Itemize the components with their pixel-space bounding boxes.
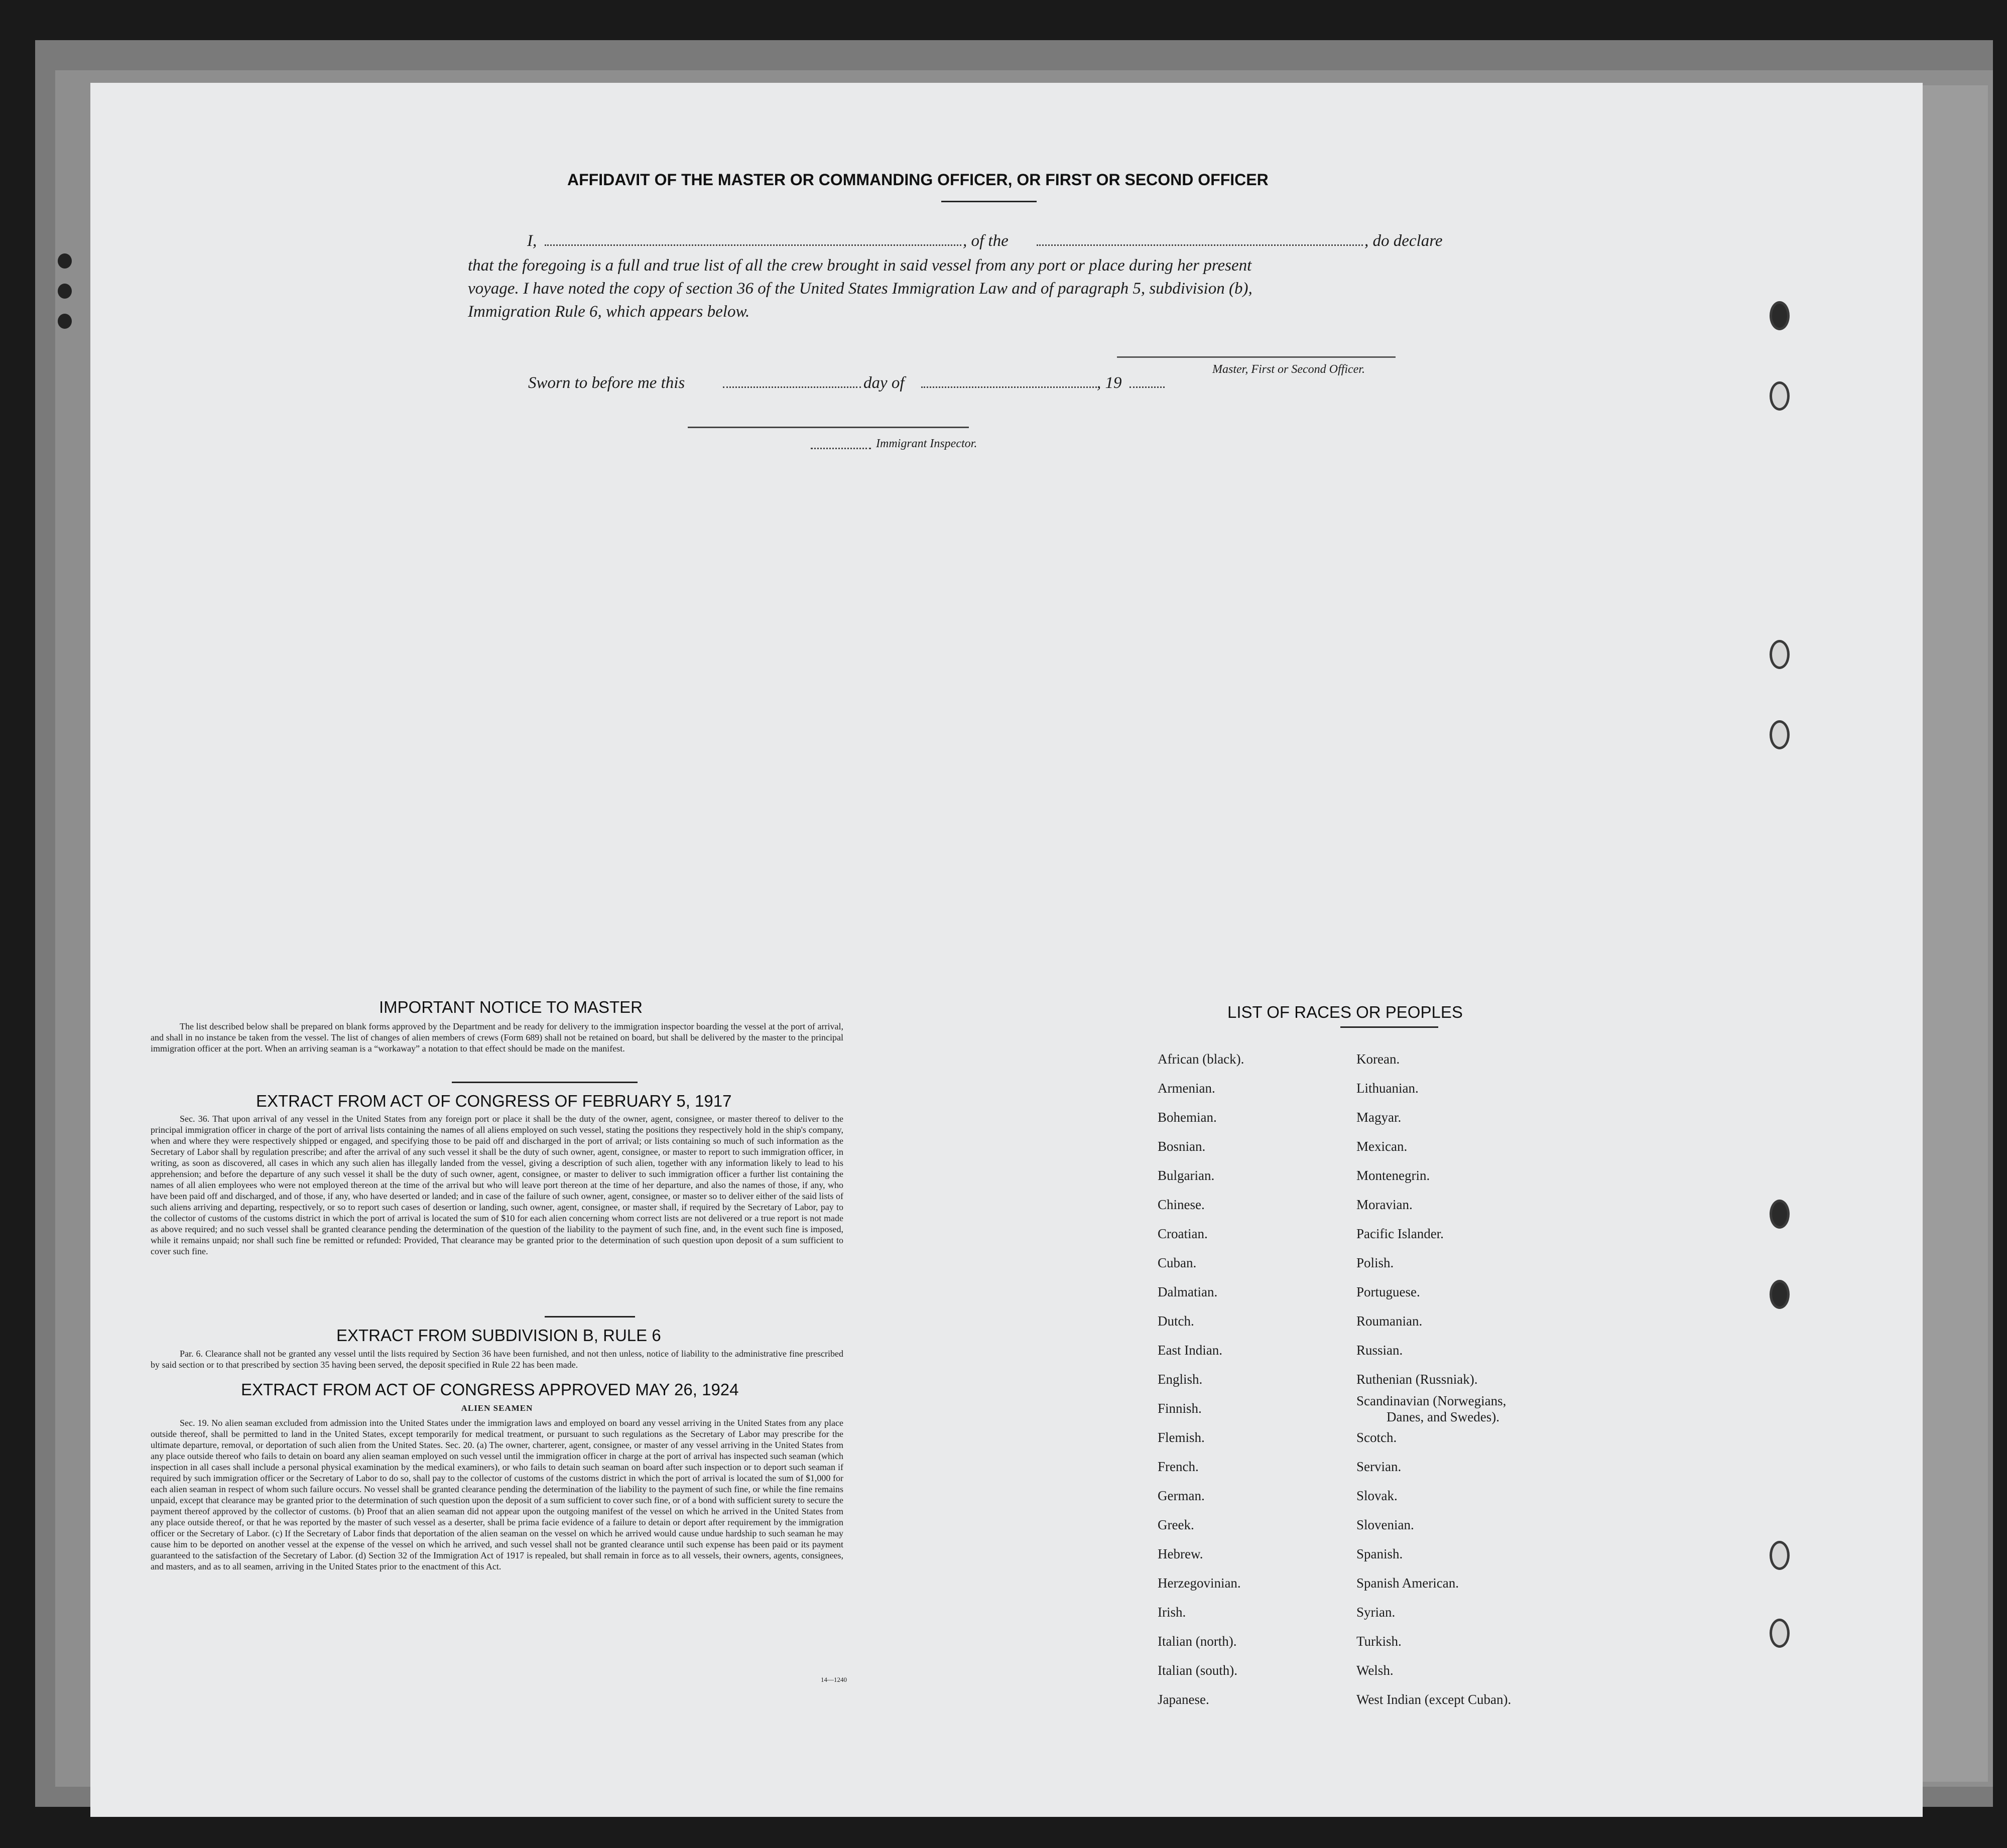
race-item: Dalmatian. bbox=[1158, 1284, 1218, 1299]
affidavit-line: Immigration Rule 6, which appears below. bbox=[468, 303, 750, 321]
sworn-month-field[interactable] bbox=[921, 386, 1097, 388]
race-item: Magyar. bbox=[1356, 1110, 1402, 1125]
race-item: Bohemian. bbox=[1158, 1110, 1217, 1125]
extract-rule6-text: Par. 6. Clearance shall not be granted any vessel until the lists required by Section 36 have been furnished, and not then unless, notice of liability to the administrative fine prescribed by said section or to that prescribed by section 35 having been served, the deposit specified in Rule 22 has been made. bbox=[151, 1349, 843, 1370]
punch-hole bbox=[1770, 640, 1790, 669]
extract-rule6-title: EXTRACT FROM SUBDIVISION B, RULE 6 bbox=[336, 1326, 661, 1345]
section-rule bbox=[545, 1316, 635, 1317]
punch-hole bbox=[1770, 1200, 1790, 1229]
race-item: Hebrew. bbox=[1158, 1546, 1203, 1561]
race-item: Pacific Islander. bbox=[1356, 1226, 1444, 1241]
race-item: Slovak. bbox=[1356, 1488, 1398, 1503]
race-item: Lithuanian. bbox=[1356, 1081, 1419, 1096]
race-item: African (black). bbox=[1158, 1051, 1244, 1067]
extract-1924-title: EXTRACT FROM ACT OF CONGRESS APPROVED MAY 26, 1924 bbox=[241, 1380, 739, 1399]
binder-hole bbox=[58, 314, 72, 329]
race-item: Montenegrin. bbox=[1356, 1168, 1430, 1183]
race-item: Bosnian. bbox=[1158, 1139, 1206, 1154]
notice-title: IMPORTANT NOTICE TO MASTER bbox=[379, 998, 643, 1016]
sworn-day-field[interactable] bbox=[723, 386, 861, 388]
document-page bbox=[90, 83, 1923, 1817]
race-item: Turkish. bbox=[1356, 1634, 1402, 1649]
extract-1924-text: Sec. 19. No alien seaman excluded from admission into the United States under the immigration laws and employed on board any vessel arriving in the United States from any place outside thereof, shall be permitted to land in the United States, except temporarily for medical treatment, or pursuant to such regulations as the Secretary of Labor may prescribe for the ultimate departure, removal, or deportation of such alien from the United States. Sec. 20. (a) The owner, charterer, agent, consignee, or master of any vessel arriving in the United States from any place outside thereof who fails to detain on board any alien seaman employed on such vessel until the immigration officer in charge at the port of arrival has inspected such seaman (which inspection in all cases shall include a personal physical examination by the medical examiners), or who fails to detain such seaman on board after such inspection or to deport such seaman if required by such immigration officer or the Secretary of Labor to do so, shall pay to the collector of customs of the customs district in which the port of arrival is located the sum of $1,000 for each alien seaman in respect of whom such failure occurs. No vessel shall be granted clearance pending the determination of the liability to the payment of such fine, or while the fine remains unpaid, except that clearance may be granted prior to the determination of such question upon the deposit of a sum sufficient to cover such fine, or of a bond with sufficient surety to secure the payment thereof approved by the collector of customs. (b) Proof that an alien seaman did not appear upon the outgoing manifest of the vessel on which he arrived in the United States from any place outside thereof, or that he was reported by the master of such vessel as a deserter, shall be prima facie evidence of a failure to detain or deport after requirement by the immigration officer or the Secretary of Labor. (c) If the Secretary of Labor finds that deportation of the alien seaman on the vessel on which he arrived would cause undue hardship to such seaman he may cause him to be deported on another vessel at the expense of the vessel on which he arrived, and such vessel shall not be granted clearance until such expense has been paid or its payment guaranteed to the satisfaction of the Secretary of Labor. (d) Section 32 of the Immigration Act of 1917 is repealed, but shall remain in force as to all vessels, their owners, agents, consignees, and masters, and as to all seamen, arriving in the United States prior to the enactment of this Act. bbox=[151, 1418, 843, 1571]
race-item: Italian (south). bbox=[1158, 1663, 1237, 1678]
race-item: Korean. bbox=[1356, 1051, 1400, 1067]
declarant-name-field[interactable] bbox=[545, 244, 961, 246]
extract-1917-title: EXTRACT FROM ACT OF CONGRESS OF FEBRUARY 5, 1917 bbox=[256, 1092, 732, 1110]
inspector-dots bbox=[811, 448, 871, 449]
race-item: Finnish. bbox=[1158, 1401, 1202, 1416]
inspector-signature-label: Immigrant Inspector. bbox=[876, 437, 977, 450]
affidavit-line: voyage. I have noted the copy of section 36 of the United States Immigration Law and of paragraph 5, subdivision (b), bbox=[468, 280, 1252, 298]
race-item: Italian (north). bbox=[1158, 1634, 1237, 1649]
race-item: German. bbox=[1158, 1488, 1205, 1503]
of-the-label: , of the bbox=[963, 232, 1009, 250]
affidavit-line: that the foregoing is a full and true list of all the crew brought in said vessel from any port or place during her present bbox=[468, 256, 1252, 275]
race-item: Polish. bbox=[1356, 1255, 1394, 1270]
race-item: Slovenian. bbox=[1356, 1517, 1414, 1532]
race-item: Greek. bbox=[1158, 1517, 1194, 1532]
race-item: Flemish. bbox=[1158, 1430, 1205, 1445]
race-item: Irish. bbox=[1158, 1605, 1186, 1620]
extract-1924-subtitle: ALIEN SEAMEN bbox=[461, 1403, 533, 1413]
punch-hole bbox=[1770, 720, 1790, 749]
race-item: French. bbox=[1158, 1459, 1199, 1474]
race-item: Herzegovinian. bbox=[1158, 1575, 1241, 1591]
race-item: Dutch. bbox=[1158, 1313, 1194, 1329]
binder-hole bbox=[58, 284, 72, 299]
race-item: Mexican. bbox=[1356, 1139, 1408, 1154]
race-item: Cuban. bbox=[1158, 1255, 1197, 1270]
extract-1917-body bbox=[151, 1113, 843, 1257]
officer-signature-line[interactable] bbox=[1117, 356, 1396, 358]
do-declare-label: , do declare bbox=[1364, 232, 1443, 250]
vessel-name-field[interactable] bbox=[1037, 244, 1363, 246]
section-rule bbox=[452, 1082, 638, 1083]
races-rule bbox=[1340, 1026, 1438, 1028]
punch-hole bbox=[1770, 381, 1790, 411]
race-item: Spanish. bbox=[1356, 1546, 1403, 1561]
race-item: Syrian. bbox=[1356, 1605, 1396, 1620]
race-item: Scandinavian (Norwegians, bbox=[1356, 1393, 1507, 1408]
binder-hole bbox=[58, 253, 72, 269]
race-item: Bulgarian. bbox=[1158, 1168, 1215, 1183]
race-item: English. bbox=[1158, 1372, 1203, 1387]
race-item: Japanese. bbox=[1158, 1692, 1209, 1707]
extract-1924-body bbox=[151, 1417, 843, 1572]
day-of-label: day of bbox=[863, 374, 905, 392]
race-item: Moravian. bbox=[1356, 1197, 1413, 1212]
sworn-label: Sworn to before me this bbox=[528, 374, 685, 392]
year-label: , 19 bbox=[1097, 374, 1122, 392]
sworn-year-field[interactable] bbox=[1130, 386, 1165, 388]
race-item: Armenian. bbox=[1158, 1081, 1215, 1096]
extract-1917-text: Sec. 36. That upon arrival of any vessel in the United States from any foreign port or place it shall be the duty of the owner, agent, consignee, or master thereof to deliver to the principal immigration officer in charge of the port of arrival lists containing the names of all aliens employed on such vessel, stating the positions they respectively hold in the ship's company, when and where they were respectively shipped or engaged, and specifying those to be paid off and discharged in the port of arrival; or lists containing so much of such information as the Secretary of Labor shall by regulation prescribe; and after the arrival of any such vessel it shall be the duty of such owner, agent, consignee, or master to report to such immigration officer, in writing, as soon as discovered, all cases in which any such alien has illegally landed from the vessel, giving a description of such alien, together with any information likely to lead to his apprehension; and before the departure of any such vessel it shall be the duty of such owner, agent, consignee, or master to deliver to such immigration officer a further list containing the names of all alien employees who were not employed thereon at the time of the arrival but who will leave port thereon at the time of her departure, and also the names of those, if any, who have been paid off and discharged, and of those, if any, who have deserted or landed; and in case of the failure of such owner, agent, consignee, or master so to deliver either of the said lists of such aliens arriving and departing, respectively, or so to report such cases of desertion or landing, such owner, agent, consignee, or master shall, if required by the Secretary of Labor, pay to the collector of customs of the customs district in which the port of arrival is located the sum of $10 for each alien concerning whom correct lists are not delivered or a true report is not made as above required; and no such vessel shall be granted clearance pending the determination of the question of the liability to the payment of such fine, and, in the event such fine is imposed, while it remains unpaid; nor shall such fine be remitted or refunded: Provided, That clearance may be granted prior to the determination of such question upon deposit of a sum sufficient to cover such fine. bbox=[151, 1114, 843, 1256]
race-item: Roumanian. bbox=[1356, 1313, 1423, 1329]
declarant-label: I, bbox=[527, 232, 537, 250]
punch-hole bbox=[1770, 1541, 1790, 1570]
race-item: Chinese. bbox=[1158, 1197, 1205, 1212]
inspector-signature-line[interactable] bbox=[688, 427, 969, 428]
races-title: LIST OF RACES OR PEOPLES bbox=[1227, 1003, 1463, 1021]
race-item: East Indian. bbox=[1158, 1343, 1222, 1358]
form-number: 14—1240 bbox=[821, 1676, 847, 1683]
race-item: Ruthenian (Russniak). bbox=[1356, 1372, 1478, 1387]
race-item: West Indian (except Cuban). bbox=[1356, 1692, 1512, 1707]
race-item: Welsh. bbox=[1356, 1663, 1394, 1678]
race-item: Russian. bbox=[1356, 1343, 1403, 1358]
race-item: Spanish American. bbox=[1356, 1575, 1459, 1591]
race-item: Croatian. bbox=[1158, 1226, 1208, 1241]
extract-rule6-body bbox=[151, 1348, 843, 1370]
race-item: Portuguese. bbox=[1356, 1284, 1420, 1299]
officer-signature-label: Master, First or Second Officer. bbox=[1212, 363, 1365, 376]
affidavit-title: AFFIDAVIT OF THE MASTER OR COMMANDING OFFICER, OR FIRST OR SECOND OFFICER bbox=[567, 171, 1269, 189]
punch-hole bbox=[1770, 1280, 1790, 1309]
race-item: Servian. bbox=[1356, 1459, 1402, 1474]
race-item: Scotch. bbox=[1356, 1430, 1397, 1445]
notice-text: The list described below shall be prepared on blank forms approved by the Department and be ready for delivery to the immigration inspector boarding the vessel at the port of arrival, and shall in no instance be taken from the vessel. The list of changes of alien members of crews (Form 689) shall not be retained on board, but shall be delivered by the master to the principal immigration officer at the port. When an arriving seaman is a “workaway” a notation to that effect should be made on the manifest. bbox=[151, 1021, 843, 1053]
punch-hole bbox=[1770, 1619, 1790, 1648]
race-item: Danes, and Swedes). bbox=[1387, 1409, 1499, 1424]
title-rule bbox=[941, 201, 1037, 202]
punch-hole bbox=[1770, 301, 1790, 330]
notice-body bbox=[151, 1021, 843, 1054]
